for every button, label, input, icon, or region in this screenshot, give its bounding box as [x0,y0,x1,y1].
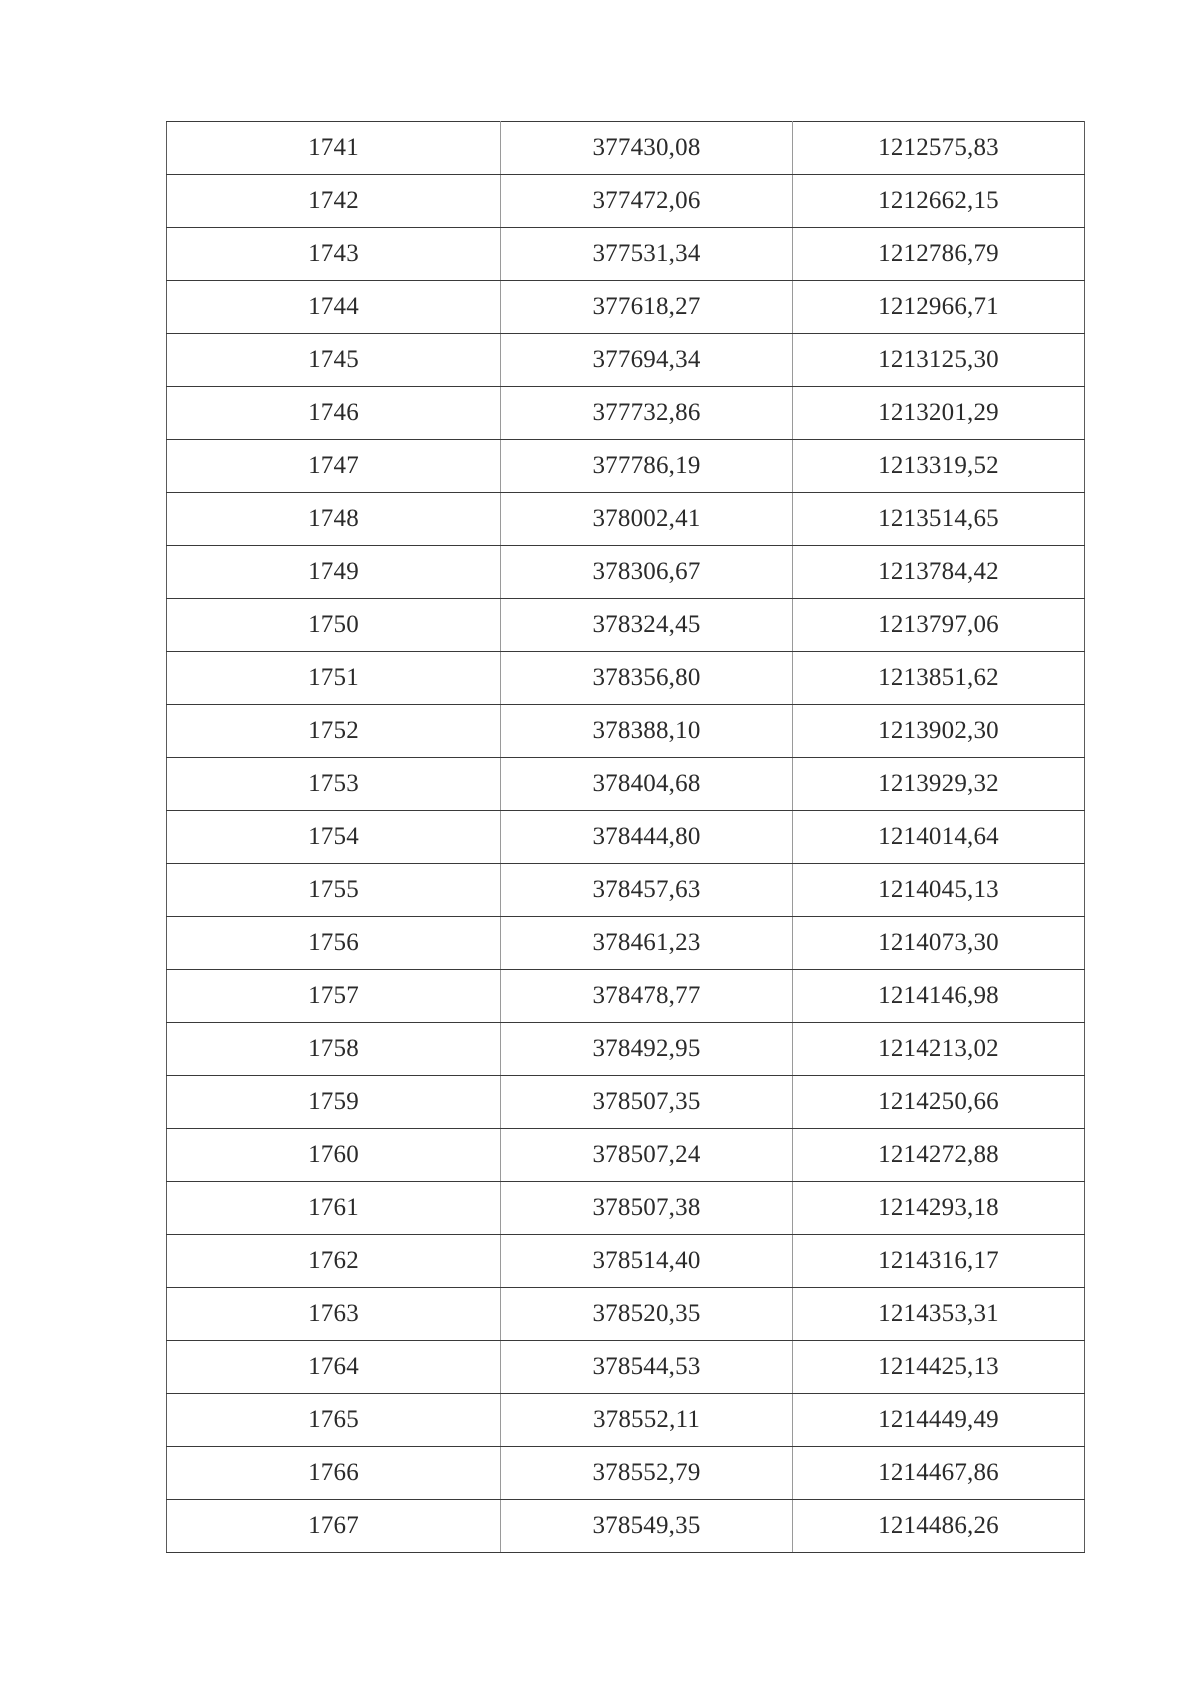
table-row [167,546,1085,599]
point-number-cell: 1759 [167,1076,501,1129]
table-row [167,970,1085,1023]
table-row [167,1076,1085,1129]
y-coordinate-cell: 1214293,18 [793,1182,1085,1235]
table-row [167,917,1085,970]
point-number-cell: 1747 [167,440,501,493]
x-coordinate-cell: 378552,79 [501,1447,793,1500]
point-number-cell: 1741 [167,122,501,175]
table-row [167,334,1085,387]
x-coordinate-cell: 377531,34 [501,228,793,281]
table-row [167,864,1085,917]
point-number-cell: 1750 [167,599,501,652]
point-number-cell: 1757 [167,970,501,1023]
x-coordinate-cell: 377618,27 [501,281,793,334]
table-row [167,758,1085,811]
x-coordinate-cell: 377430,08 [501,122,793,175]
y-coordinate-cell: 1214213,02 [793,1023,1085,1076]
table-row [167,228,1085,281]
coordinates-table-body [167,122,1085,1553]
point-number-cell: 1766 [167,1447,501,1500]
x-coordinate-cell: 377472,06 [501,175,793,228]
point-number-cell: 1762 [167,1235,501,1288]
y-coordinate-cell: 1212966,71 [793,281,1085,334]
y-coordinate-cell: 1212786,79 [793,228,1085,281]
y-coordinate-cell: 1213929,32 [793,758,1085,811]
table-row [167,1129,1085,1182]
point-number-cell: 1765 [167,1394,501,1447]
x-coordinate-cell: 378478,77 [501,970,793,1023]
x-coordinate-cell: 378514,40 [501,1235,793,1288]
table-row [167,599,1085,652]
y-coordinate-cell: 1213784,42 [793,546,1085,599]
point-number-cell: 1745 [167,334,501,387]
y-coordinate-cell: 1213797,06 [793,599,1085,652]
coordinates-table [166,121,1085,1553]
point-number-cell: 1746 [167,387,501,440]
table-row [167,1447,1085,1500]
y-coordinate-cell: 1213902,30 [793,705,1085,758]
y-coordinate-cell: 1214467,86 [793,1447,1085,1500]
x-coordinate-cell: 378507,35 [501,1076,793,1129]
y-coordinate-cell: 1212662,15 [793,175,1085,228]
point-number-cell: 1742 [167,175,501,228]
table-row [167,652,1085,705]
table-row [167,281,1085,334]
point-number-cell: 1749 [167,546,501,599]
table-row [167,1341,1085,1394]
y-coordinate-cell: 1214045,13 [793,864,1085,917]
x-coordinate-cell: 378549,35 [501,1500,793,1553]
table-row [167,493,1085,546]
x-coordinate-cell: 377732,86 [501,387,793,440]
table-row [167,175,1085,228]
table-row [167,1394,1085,1447]
point-number-cell: 1767 [167,1500,501,1553]
x-coordinate-cell: 378388,10 [501,705,793,758]
point-number-cell: 1763 [167,1288,501,1341]
table-row [167,1182,1085,1235]
y-coordinate-cell: 1213125,30 [793,334,1085,387]
point-number-cell: 1744 [167,281,501,334]
y-coordinate-cell: 1214425,13 [793,1341,1085,1394]
x-coordinate-cell: 378492,95 [501,1023,793,1076]
x-coordinate-cell: 378306,67 [501,546,793,599]
x-coordinate-cell: 378444,80 [501,811,793,864]
point-number-cell: 1764 [167,1341,501,1394]
y-coordinate-cell: 1214146,98 [793,970,1085,1023]
point-number-cell: 1755 [167,864,501,917]
y-coordinate-cell: 1214014,64 [793,811,1085,864]
point-number-cell: 1760 [167,1129,501,1182]
y-coordinate-cell: 1214486,26 [793,1500,1085,1553]
x-coordinate-cell: 378457,63 [501,864,793,917]
x-coordinate-cell: 378461,23 [501,917,793,970]
table-row [167,811,1085,864]
point-number-cell: 1754 [167,811,501,864]
y-coordinate-cell: 1213514,65 [793,493,1085,546]
table-row [167,122,1085,175]
x-coordinate-cell: 378507,24 [501,1129,793,1182]
x-coordinate-cell: 378324,45 [501,599,793,652]
y-coordinate-cell: 1213201,29 [793,387,1085,440]
point-number-cell: 1761 [167,1182,501,1235]
x-coordinate-cell: 377786,19 [501,440,793,493]
y-coordinate-cell: 1213851,62 [793,652,1085,705]
table-row [167,1500,1085,1553]
point-number-cell: 1753 [167,758,501,811]
point-number-cell: 1756 [167,917,501,970]
x-coordinate-cell: 378507,38 [501,1182,793,1235]
table-row [167,440,1085,493]
x-coordinate-cell: 378544,53 [501,1341,793,1394]
y-coordinate-cell: 1213319,52 [793,440,1085,493]
x-coordinate-cell: 378404,68 [501,758,793,811]
point-number-cell: 1748 [167,493,501,546]
y-coordinate-cell: 1214272,88 [793,1129,1085,1182]
point-number-cell: 1751 [167,652,501,705]
point-number-cell: 1743 [167,228,501,281]
y-coordinate-cell: 1214353,31 [793,1288,1085,1341]
table-row [167,1288,1085,1341]
y-coordinate-cell: 1214449,49 [793,1394,1085,1447]
table-row [167,705,1085,758]
x-coordinate-cell: 378356,80 [501,652,793,705]
table-row [167,387,1085,440]
y-coordinate-cell: 1212575,83 [793,122,1085,175]
x-coordinate-cell: 378552,11 [501,1394,793,1447]
table-row [167,1023,1085,1076]
x-coordinate-cell: 378002,41 [501,493,793,546]
table-row [167,1235,1085,1288]
point-number-cell: 1758 [167,1023,501,1076]
x-coordinate-cell: 377694,34 [501,334,793,387]
y-coordinate-cell: 1214073,30 [793,917,1085,970]
point-number-cell: 1752 [167,705,501,758]
x-coordinate-cell: 378520,35 [501,1288,793,1341]
y-coordinate-cell: 1214250,66 [793,1076,1085,1129]
y-coordinate-cell: 1214316,17 [793,1235,1085,1288]
